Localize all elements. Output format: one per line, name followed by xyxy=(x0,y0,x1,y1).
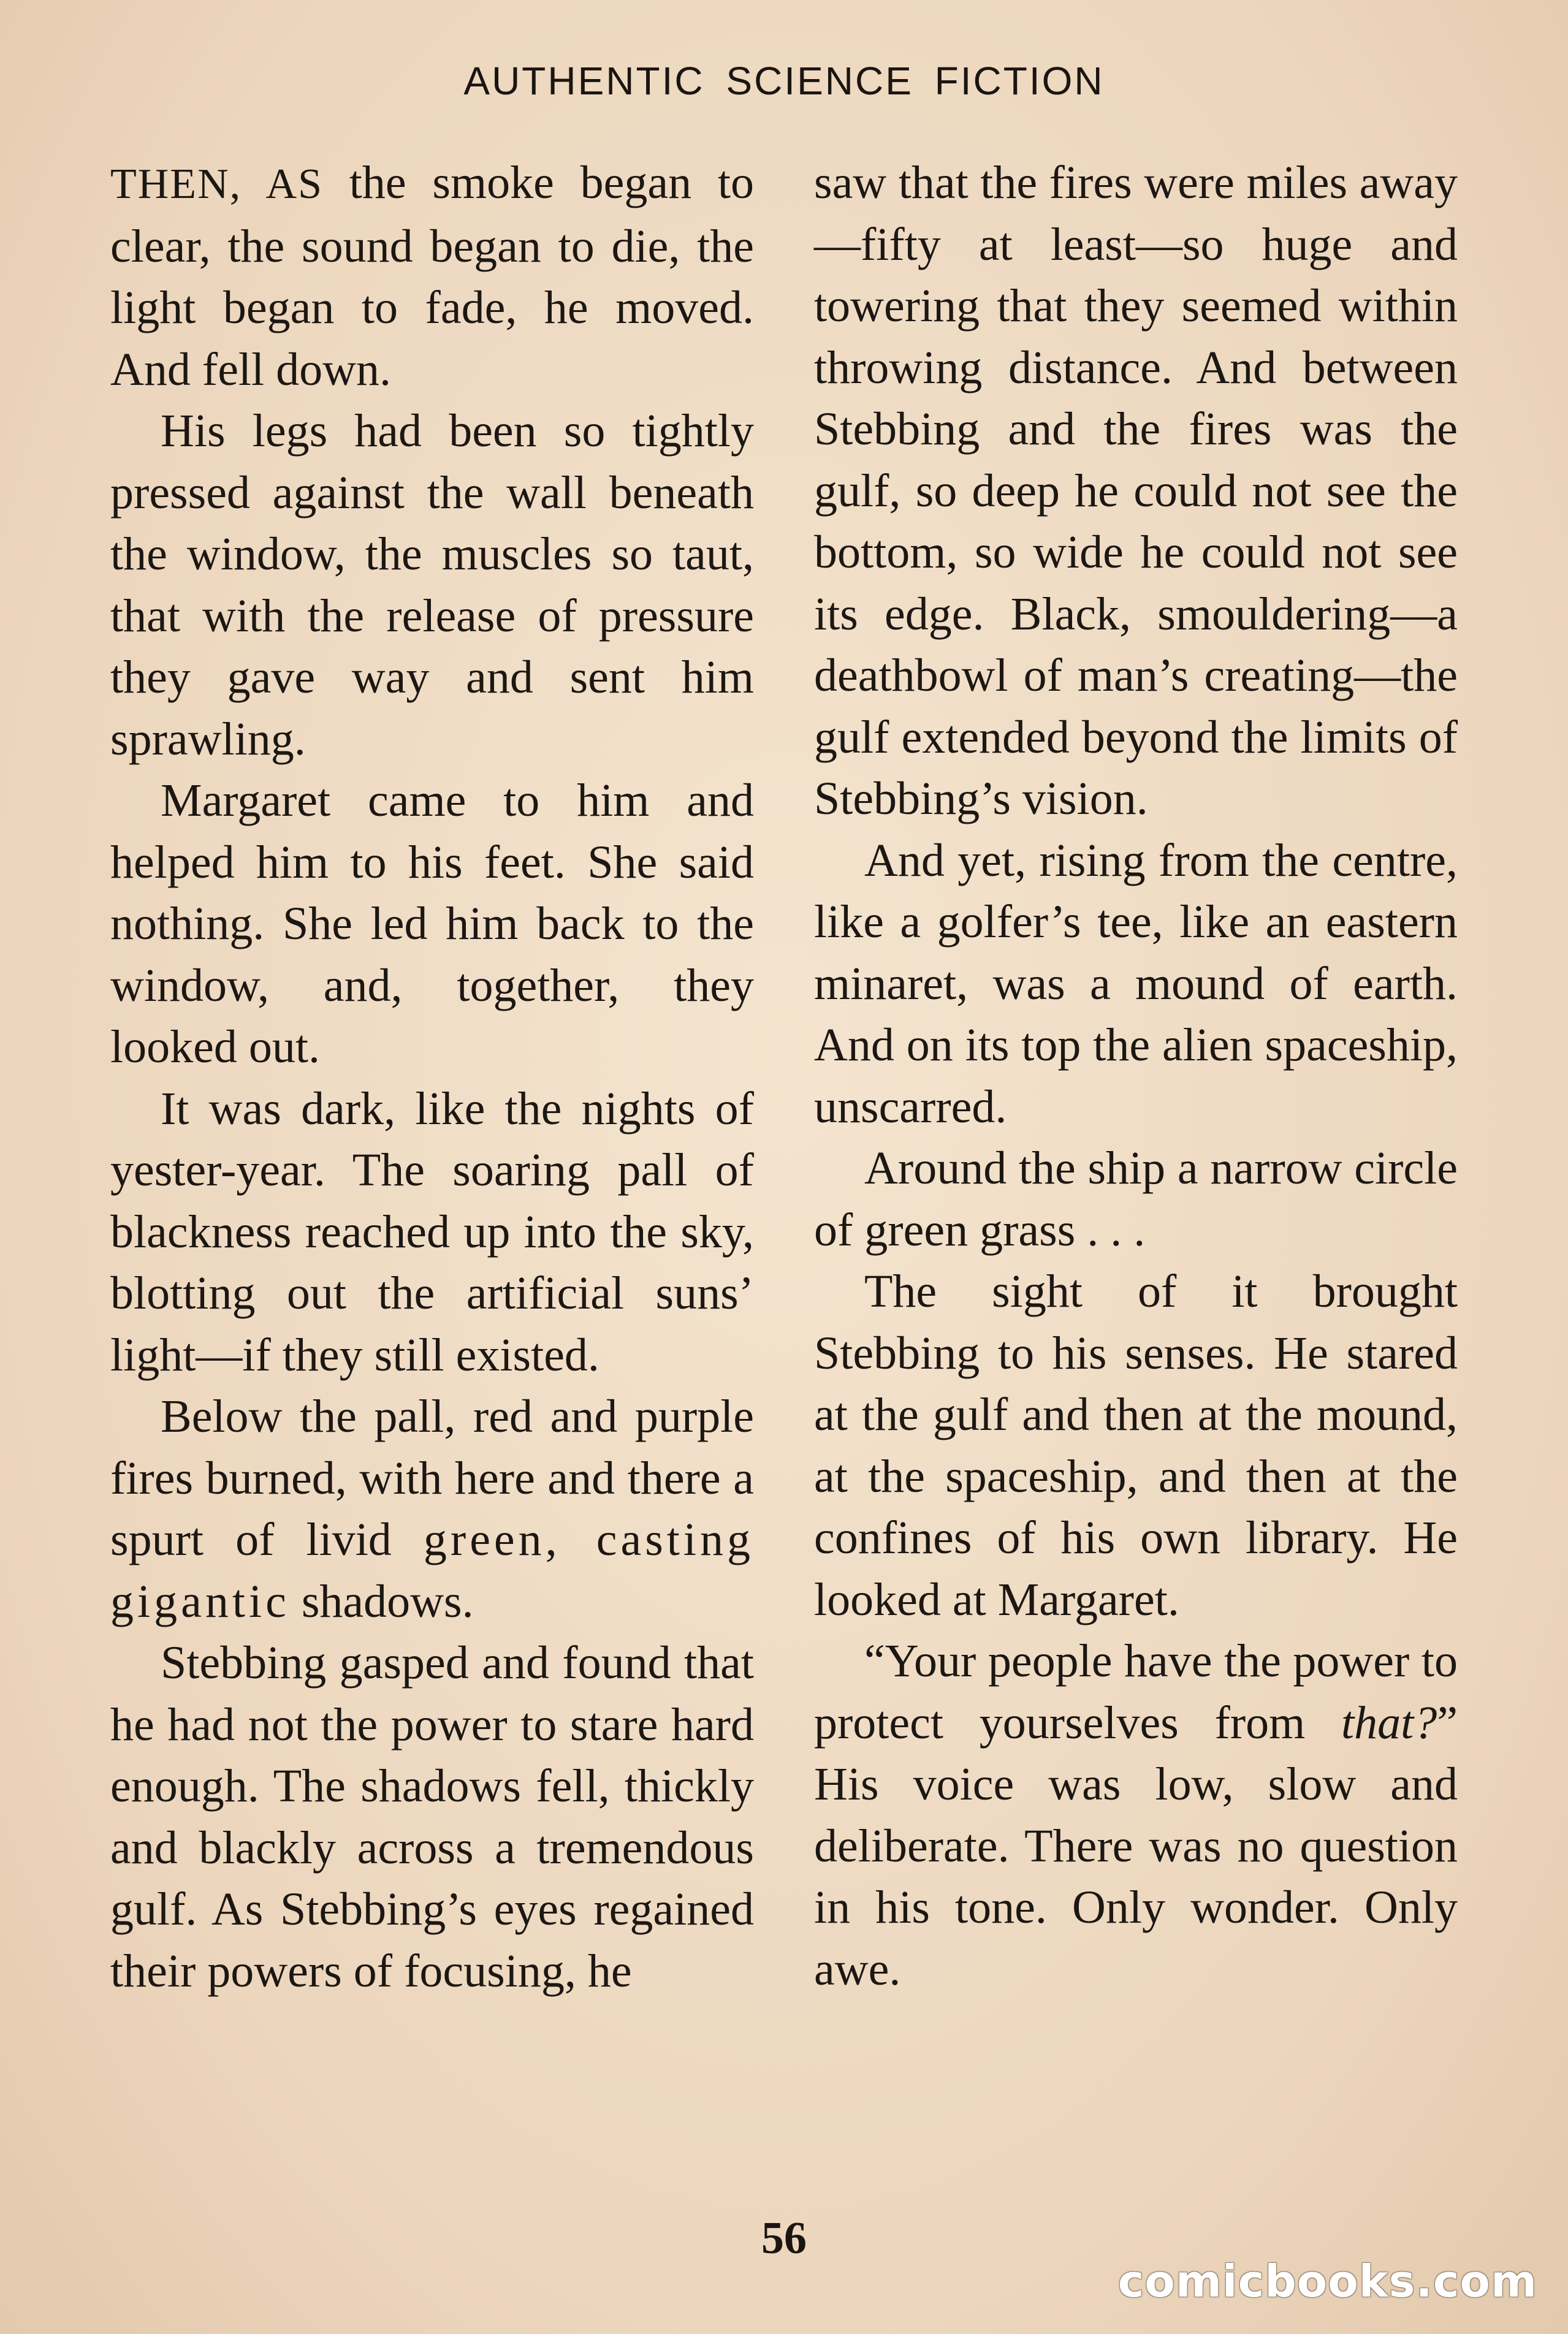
paragraph-text: Below the pall, red and purple fires burned, with here and there a spurt of livid xyxy=(110,1391,754,1565)
paragraph: Around the ship a narrow circle of green grass . . . xyxy=(814,1142,1458,1256)
left-column xyxy=(110,152,754,2002)
paragraph-text: “Your people have the power to protect yourselves from xyxy=(814,1635,1458,1749)
paragraph: It was dark, like the nights of yester-year. The soaring pall of blackness reached up into the sky, blotting out the artificial suns’ light—if they still existed. xyxy=(110,1082,754,1381)
paragraph-text: the smoke began to clear, the sound began to die, the light began to fade, he moved. And fell down. xyxy=(110,157,754,395)
paragraph: And yet, rising from the centre, like a golfer’s tee, like an eastern minaret, was a mound of earth. And on its top the alien spaceship, unscarred. xyxy=(814,834,1458,1133)
paragraph-text: shadows. xyxy=(289,1575,474,1627)
paragraph xyxy=(110,152,754,400)
paragraph xyxy=(110,1386,754,1632)
paragraph: His legs had been so tightly pressed against the wall beneath the window, the muscles so taut, that with the release of pressure they gave way and sent him sprawling. xyxy=(110,405,754,765)
paragraph: Stebbing gasped and found that he had not the power to stare hard enough. The shadows fell, thickly and blackly across a tremendous gulf. As Stebbing’s eyes regained their powers of focusing, he xyxy=(110,1637,754,1997)
watermark: comicbooks.com xyxy=(1117,2256,1537,2307)
page-number: 56 xyxy=(761,2213,807,2264)
emphasis-text: that? xyxy=(1341,1697,1437,1749)
spaced-text: green, casting gigantic xyxy=(110,1514,755,1627)
paragraph xyxy=(814,1630,1458,2000)
paragraph: Margaret came to him and helped him to his feet. She said nothing. She led him back to the window, and, together, they looked out. xyxy=(110,775,754,1073)
paragraph: The sight of it brought Stebbing to his senses. He stared at the gulf and then at the mound, at the spaceship, and then at the confines of his own library. He looked at Margaret. xyxy=(814,1266,1458,1625)
paragraph-text: ” His voice was low, slow and deliberate. There was no question in his tone. Only wonder. Only awe. xyxy=(814,1697,1458,1995)
right-column xyxy=(814,152,1458,2000)
small-caps-lead: THEN, AS xyxy=(110,161,324,208)
paragraph: saw that the fires were miles away—fifty at least—so huge and towering that they seemed within throwing distance. And between Stebbing and the fires was the gulf, so deep he could not see the bottom, so wide he could not see its edge. Black, smouldering—a deathbowl of man’s creating—the gulf extended beyond the limits of Stebbing’s vision. xyxy=(814,157,1458,824)
running-header: AUTHENTIC SCIENCE FICTION xyxy=(463,59,1105,103)
